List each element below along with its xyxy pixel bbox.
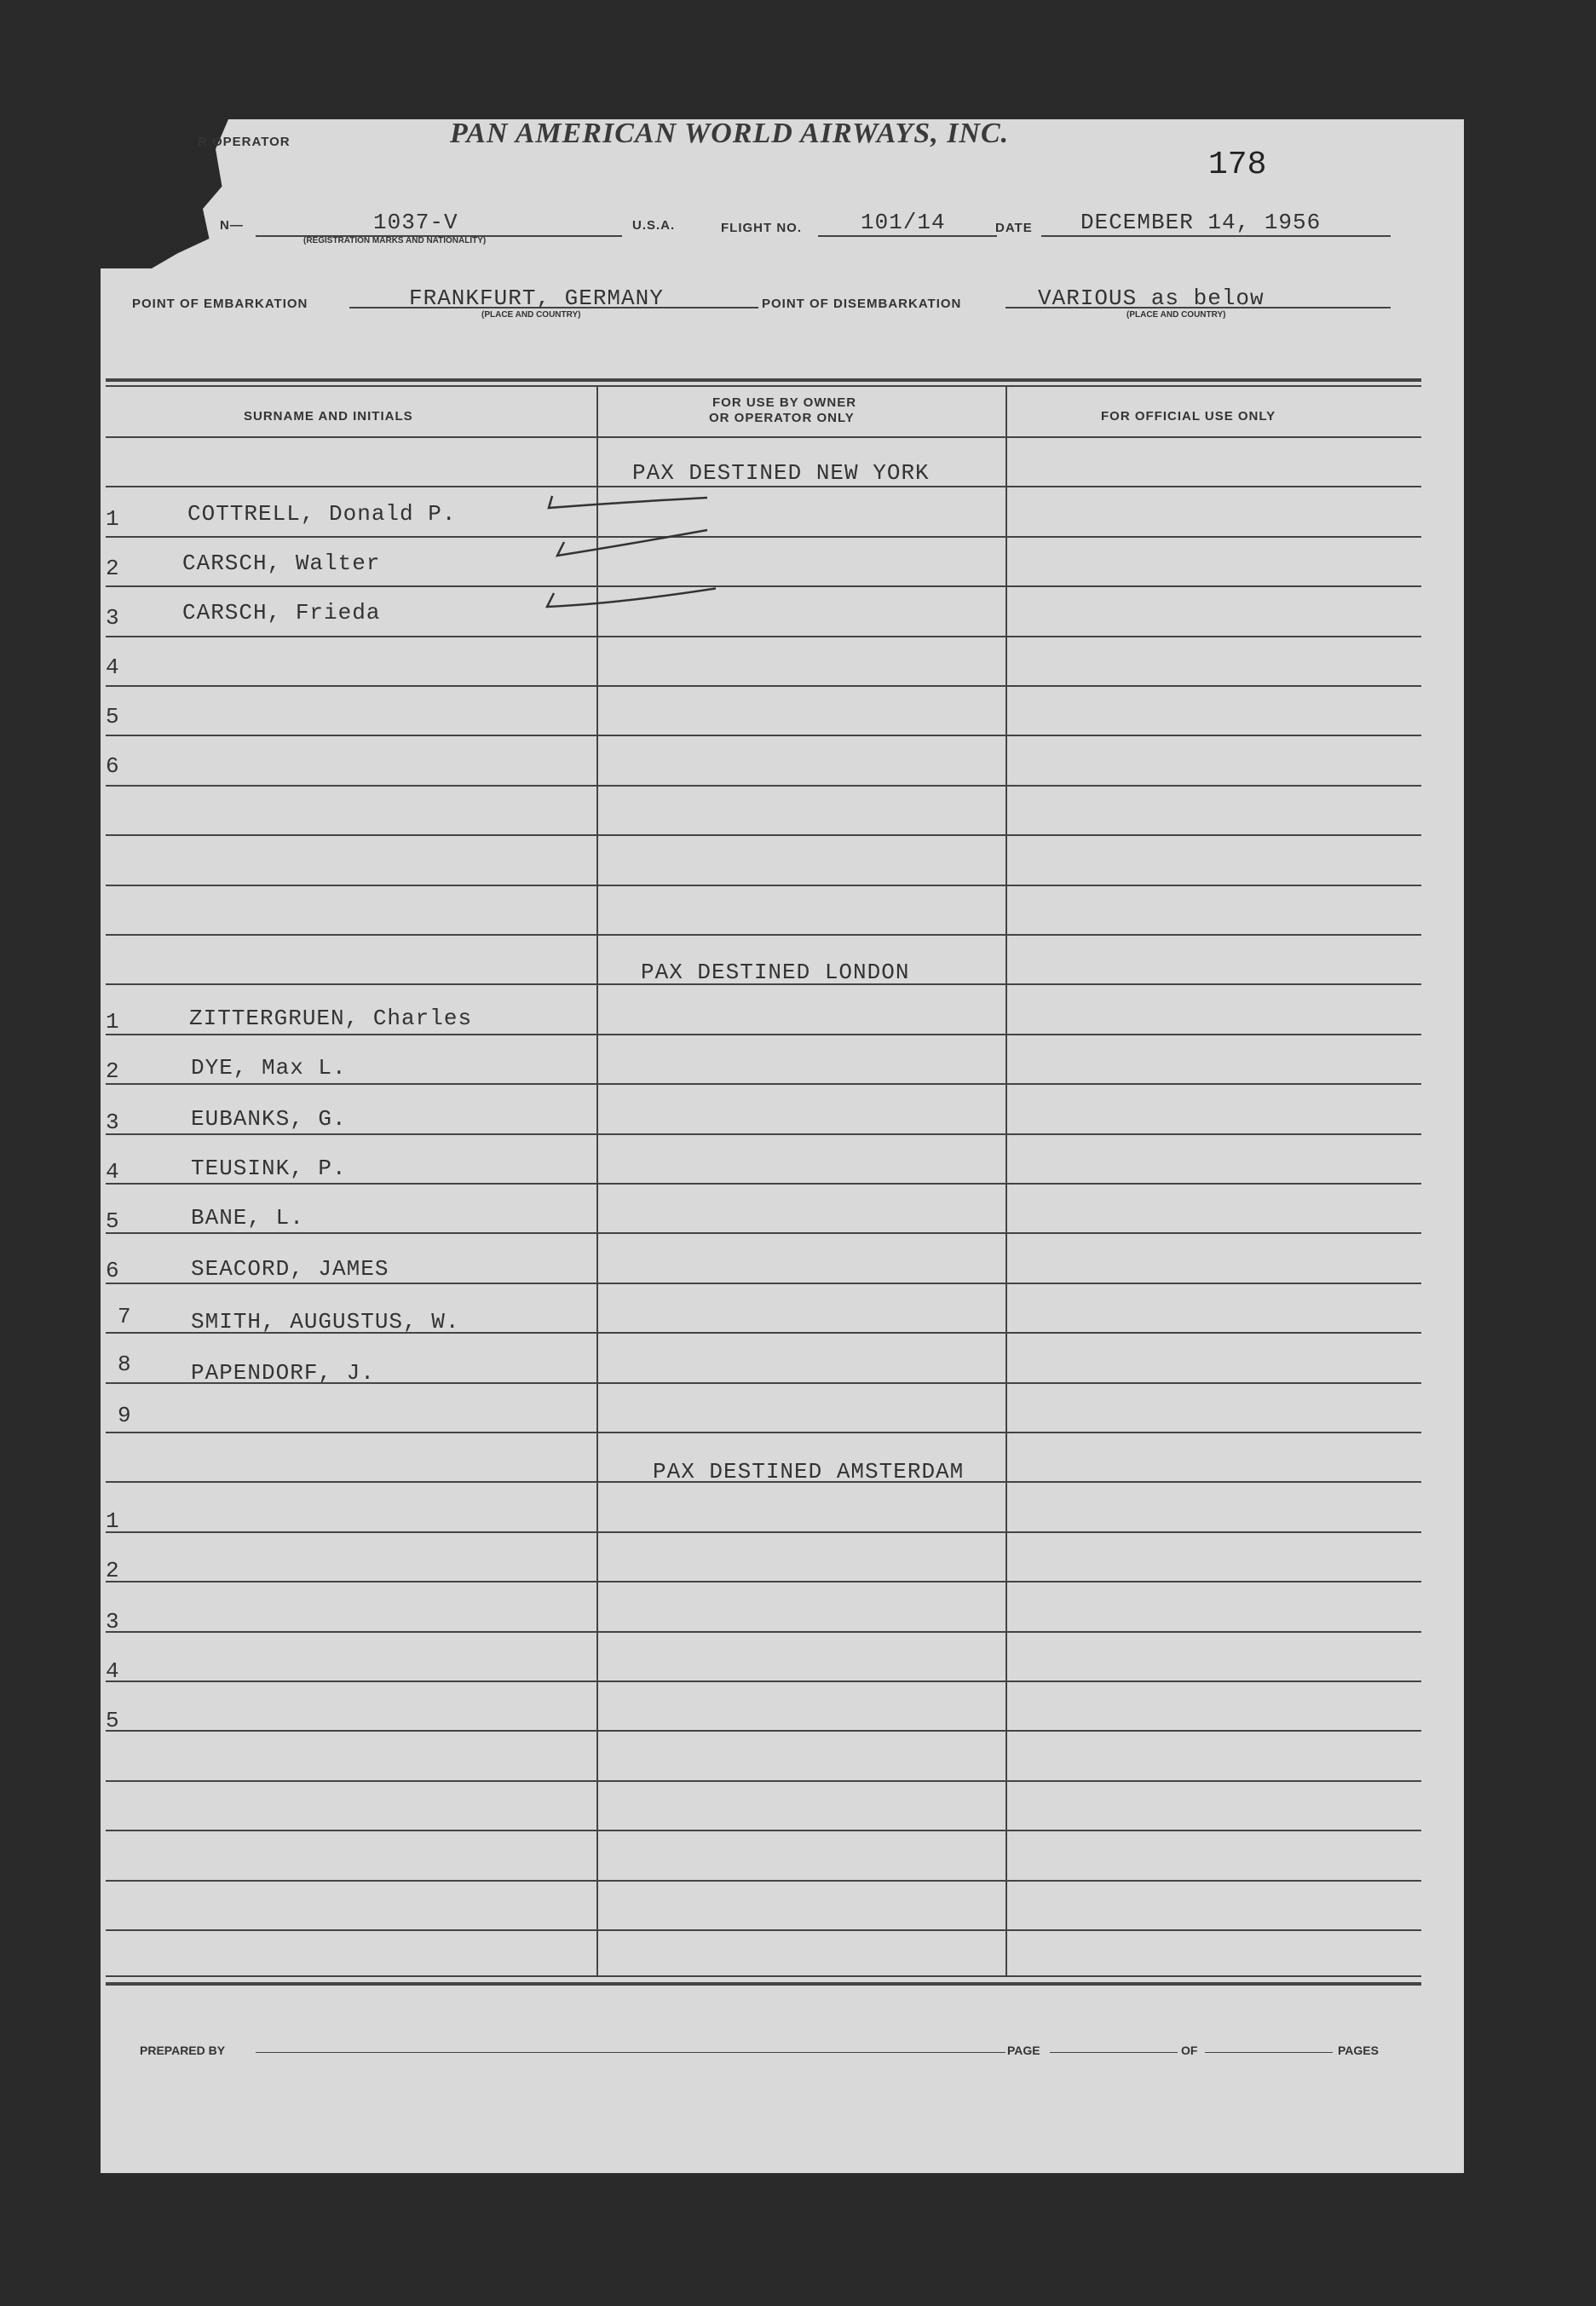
section-heading-new-york: PAX DESTINED NEW YORK [632,460,930,486]
row-number: 1 [106,506,119,532]
row-number: 6 [106,1258,119,1283]
page-number: 178 [1208,147,1267,183]
row-rule [106,585,1421,587]
passenger-name: CARSCH, Frieda [182,600,381,626]
row-rule [106,1631,1421,1633]
row-number: 3 [106,1609,119,1634]
row-number: 2 [106,1558,119,1583]
operator-label: R OPERATOR [198,135,291,149]
row-number: 3 [106,1110,119,1135]
row-rule [106,1083,1421,1085]
registration-value: 1037-V [373,210,458,235]
airline-name: PAN AMERICAN WORLD AIRWAYS, INC. [450,118,1010,149]
passenger-name: SEACORD, JAMES [191,1256,389,1282]
passenger-name: EUBANKS, G. [191,1106,347,1132]
row-number: 5 [106,1208,119,1234]
disembarkation-caption: (PLACE AND COUNTRY) [1126,310,1226,320]
row-rule [106,1780,1421,1782]
row-rule [106,1830,1421,1831]
row-rule [106,1183,1421,1185]
column-header-owner-1: FOR USE BY OWNER [712,395,857,410]
passenger-name: BANE, L. [191,1205,304,1231]
row-rule [106,1581,1421,1582]
of-line [1205,2052,1333,2053]
passenger-name: TEUSINK, P. [191,1156,347,1181]
row-number: 9 [118,1403,131,1428]
of-label: OF [1181,2044,1198,2057]
prepared-by-label: PREPARED BY [140,2044,226,2057]
row-rule [106,934,1421,936]
embarkation-label: POINT OF EMBARKATION [132,297,308,311]
row-number: 4 [106,1658,119,1684]
row-rule [106,1283,1421,1284]
disembarkation-value: VARIOUS as below [1038,285,1265,311]
table-bottom-rule [106,1975,1421,1977]
row-number: 4 [106,654,119,680]
row-number: 1 [106,1009,119,1035]
row-number: 5 [106,1708,119,1733]
row-rule [106,1531,1421,1533]
passenger-name: DYE, Max L. [191,1055,347,1081]
flight-underline [818,235,997,237]
manifest-sheet [101,119,1464,2173]
table-top-rule-inner [106,385,1421,387]
row-rule [106,486,1421,487]
row-rule [106,536,1421,538]
row-rule [106,785,1421,787]
row-rule [106,1133,1421,1135]
column-divider-2 [1005,385,1007,1977]
prepared-by-line [256,2052,1005,2053]
column-divider-1 [596,385,598,1977]
section-heading-london: PAX DESTINED LONDON [641,960,910,985]
row-rule [106,1432,1421,1433]
table-bottom-rule-outer [106,1982,1421,1986]
row-rule [106,885,1421,886]
row-rule [106,1680,1421,1682]
passenger-name: ZITTERGRUEN, Charles [189,1006,473,1031]
nationality: U.S.A. [632,218,676,233]
row-number: 1 [106,1508,119,1534]
date-label: DATE [995,221,1033,235]
registration-prefix: N— [220,218,244,233]
embarkation-caption: (PLACE AND COUNTRY) [481,310,581,320]
row-number: 5 [106,704,119,729]
column-header-owner-2: OR OPERATOR ONLY [709,411,855,425]
row-rule [106,1232,1421,1234]
row-rule [106,636,1421,637]
section-heading-amsterdam: PAX DESTINED AMSTERDAM [653,1459,965,1484]
pages-label: PAGES [1338,2044,1379,2057]
row-rule [106,685,1421,687]
row-number: 8 [118,1352,131,1377]
row-number: 2 [106,556,119,581]
embarkation-value: FRANKFURT, GERMANY [409,285,664,311]
table-top-rule [106,378,1421,382]
row-rule [106,834,1421,836]
column-header-official: FOR OFFICIAL USE ONLY [1101,409,1276,424]
passenger-name: SMITH, AUGUSTUS, W. [191,1309,460,1335]
flight-number: 101/14 [861,210,946,235]
row-rule [106,735,1421,736]
date-underline [1041,235,1391,237]
registration-caption: (REGISTRATION MARKS AND NATIONALITY) [303,236,487,245]
column-header-surname: SURNAME AND INITIALS [244,409,413,424]
row-rule [106,1929,1421,1931]
row-number: 3 [106,605,119,631]
row-rule [106,1880,1421,1882]
row-number: 2 [106,1058,119,1084]
page-line [1050,2052,1178,2053]
flight-date: DECEMBER 14, 1956 [1080,210,1322,235]
flight-label: FLIGHT NO. [721,221,802,235]
page-label: PAGE [1007,2044,1040,2057]
disembarkation-label: POINT OF DISEMBARKATION [762,297,962,311]
row-rule [106,1034,1421,1035]
passenger-name: CARSCH, Walter [182,551,381,576]
row-number: 6 [106,753,119,779]
passenger-name: PAPENDORF, J. [191,1360,375,1386]
row-number: 4 [106,1159,119,1185]
check-marks [545,491,716,610]
row-rule [106,436,1421,438]
passenger-name: COTTRELL, Donald P. [187,501,457,527]
row-rule [106,1730,1421,1732]
row-number: 7 [118,1304,131,1329]
